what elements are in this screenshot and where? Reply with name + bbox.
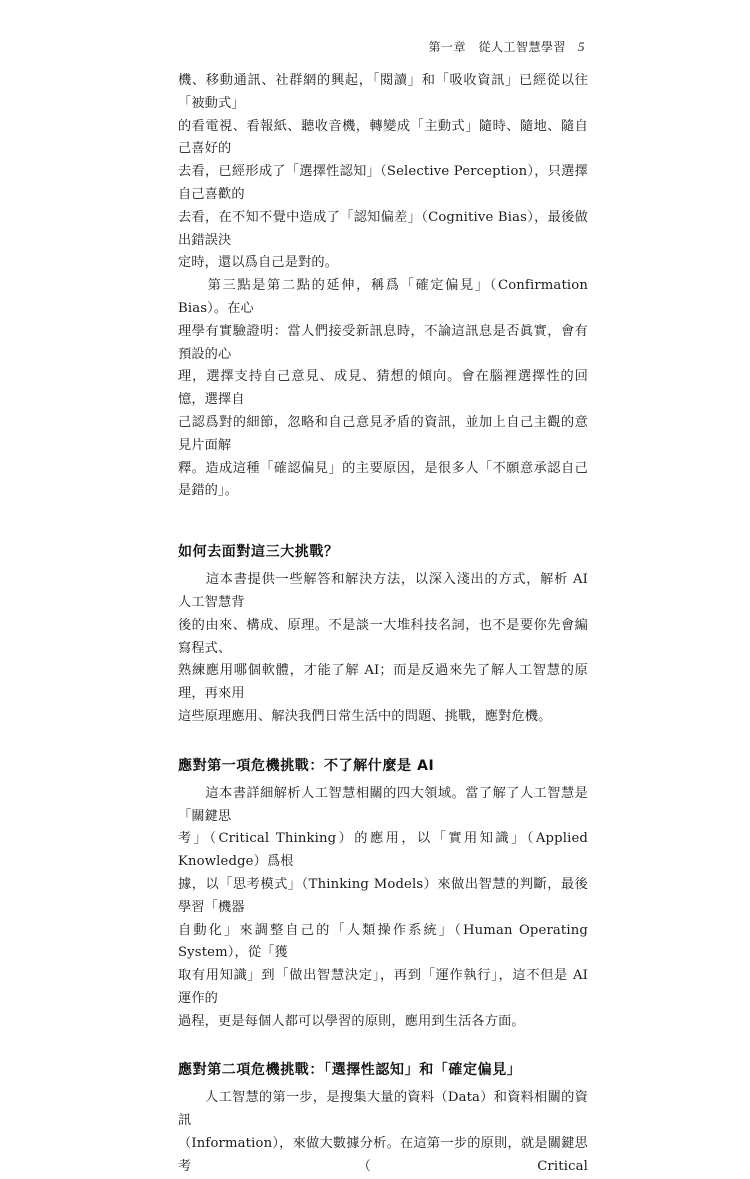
page-number: 5 [578, 39, 585, 54]
section-heading: 如何去面對這三大挑戰？ [178, 544, 339, 561]
running-header [428, 38, 585, 55]
paragraph: 這本書詳細解析人工智慧相關的四大領域。當了解了人工智慧是「關鍵思 考」（Critical Thinking）的應用，以「實用知識」（Applied Knowledge）爲根 據，以「思考模式」（Thinking Models）來做出智慧的判斷，最後學習「機器 自動化」來調整自己的「人類操作系統」（Human Operating System），從「獲 取有用知識」到「做出智慧決定」，再到「運作執行」，這不但是 AI 運作的 過程，更是每個人都可以學習的原則，應用到生活各方面。 [178, 785, 588, 1029]
chapter-title: 第一章 從人工智慧學習 [428, 40, 566, 54]
paragraph: 人工智慧的第一步，是搜集大量的資料（Data）和資料相關的資訊 （Information），來做大數據分析。在這第一步的原則，就是關鍵思考（Critical [178, 1090, 588, 1174]
section-heading: 應對第一項危機挑戰：不了解什麼是 AI [178, 757, 435, 774]
page-body [178, 68, 588, 1179]
paragraph: 第三點是第二點的延伸，稱爲「確定偏見」（Confirmation Bias）。在心 理學有實驗證明：當人們接受新訊息時，不論這訊息是否眞實，會有預設的心 理，選擇支持自己意見、成見、猜想的傾向。會在腦裡選擇性的回憶，選擇自 己認爲對的細節，忽略和自己意見矛盾的資訊，並加上自己主觀的意見片面解 釋。造成這種「確認偏見」的主要原因，是很多人「不願意承認自己是錯的」。 [178, 278, 588, 499]
section-heading: 應對第二項危機挑戰：「選擇性認知」和「確定偏見」 [178, 1062, 522, 1079]
paragraph: 機、移動通訊、社群網的興起，「閱讀」和「吸收資訊」已經從以往「被動式」 的看電視、看報紙、聽收音機，轉變成「主動式」隨時、隨地、隨自己喜好的 去看，已經形成了「選擇性認知」（Selective Perception），只選擇自己喜歡的 去看，在不知不覺中造成了「認知偏差」（Cognitive Bias），最後做出錯誤決 定時，還以爲自己是對的。 [178, 73, 588, 271]
paragraph: 這本書提供一些解答和解決方法，以深入淺出的方式，解析 AI 人工智慧背 後的由來、構成、原理。不是談一大堆科技名詞，也不是要你先會編寫程式、 熟練應用哪個軟體，才能了解 AI；而是反過來先了解人工智慧的原理，再來用 這些原理應用、解決我們日常生活中的問題、挑戰，應對危機。 [178, 572, 588, 724]
